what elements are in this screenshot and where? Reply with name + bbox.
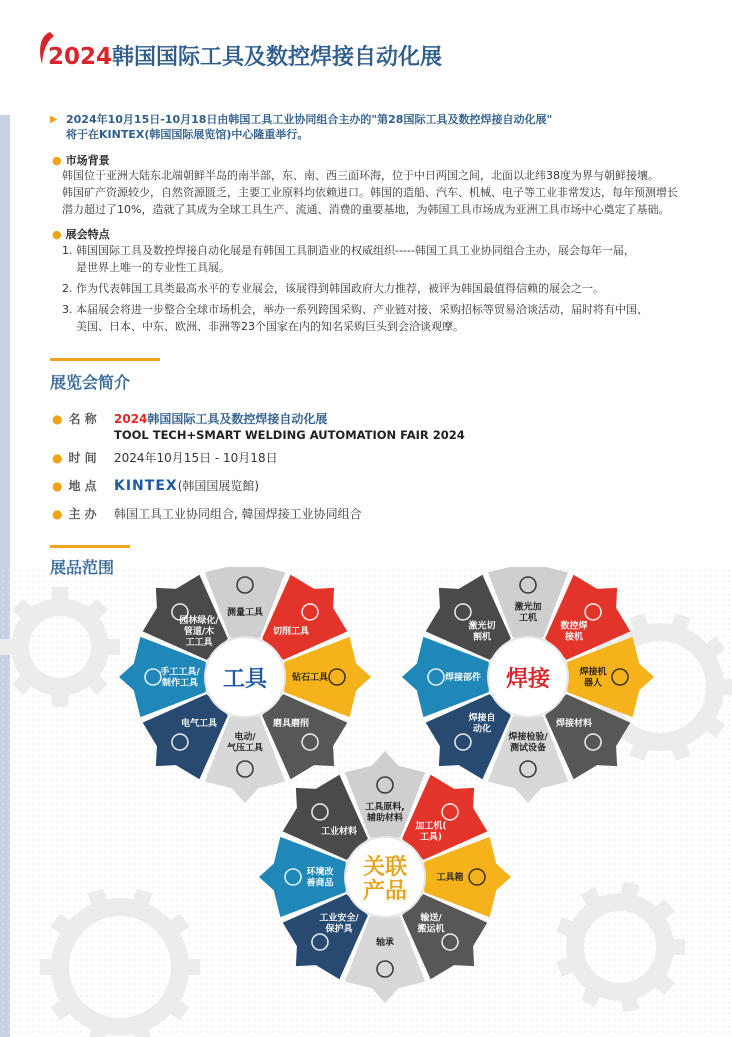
tools-item-label: 切削工具: [272, 627, 309, 638]
welding-item-label: 激光加工机: [514, 602, 542, 624]
related-center-label: 产品: [362, 879, 408, 904]
bullet-icon: ●: [52, 412, 63, 426]
features-heading: ● 展会特点: [52, 228, 110, 241]
name-en: TOOL TECH+SMART WELDING AUTOMATION FAIR 2024: [114, 428, 465, 442]
market-text: [62, 167, 702, 218]
market-line: 韩国位于亚洲大陆东北端朝鲜半岛的南半部，东、南、西三面环海，位于中日两国之间，北面以北纬38度为界与朝鲜接壤。: [62, 169, 659, 182]
venue-value: (韩国国展览館): [177, 479, 260, 493]
bullet-icon: ●: [52, 507, 63, 521]
tools-item-label: 测量工具: [226, 608, 264, 618]
tools-item-label: 电动/气压工具: [226, 732, 264, 754]
tools-item-label: 磨具磨削: [272, 718, 309, 729]
market-line: 潜力超过了10%，造就了其成为全球工具生产、流通、消费的重要基地，为韩国工具市场成为亚洲工具市场中心奠定了基础。: [62, 203, 670, 216]
welding-item-label: 焊接检验/测试设备: [508, 732, 548, 754]
market-heading: ● 市场背景: [52, 154, 110, 167]
name-year: 2024: [114, 412, 148, 426]
intro-line-2: 将于在KINTEX(韩国国际展览馆)中心隆重举行。: [66, 128, 309, 141]
title-text: 韩国国际工具及数控焊接自动化展: [112, 45, 443, 70]
related-center-label: 关联: [362, 855, 408, 880]
welding-item-label: 焊接部件: [444, 673, 482, 683]
page-title: [48, 40, 442, 71]
time-value: 2024年10月15日 - 10月18日: [114, 451, 278, 465]
welding-item-label: 焊接自动化: [468, 713, 496, 735]
related-gear: [259, 751, 511, 1003]
tools-item-label: 园林绿化/管道/木工工具: [179, 616, 219, 649]
features-text: [62, 242, 702, 335]
bullet-icon: ●: [52, 154, 62, 167]
arrow-icon: ▶: [50, 114, 58, 125]
kintex-logo: KINTEX: [114, 478, 178, 494]
welding-center-label: 焊接: [505, 667, 551, 692]
intro-block: [52, 112, 552, 142]
feature-line: 3. 本届展会将进一步整合全球市场机会，举办一系列跨国采购、产业链对接、采购招标等贸易洽谈活动，届时将有中国、: [62, 303, 648, 316]
tools-item-label: 钻石工具: [291, 673, 329, 683]
related-item-label: 加工机(工具): [415, 821, 447, 843]
related-item-label: 环境改善商品: [306, 867, 334, 889]
bullet-icon: ●: [52, 479, 63, 493]
bullet-icon: ●: [52, 451, 63, 465]
welding-item-label: 数控焊接机: [560, 621, 588, 643]
related-item-label: 工具箱: [436, 873, 464, 883]
products-underline: [50, 545, 130, 548]
title-year: 2024: [48, 44, 113, 70]
product-gears-diagram: [0, 567, 732, 1037]
feature-line: 是世界上唯一的专业性工具展。: [62, 261, 230, 274]
info-time-row: ● 时 间 2024年10月15日 - 10月18日: [52, 451, 278, 465]
overview-heading: 展览会简介: [50, 373, 131, 392]
related-item-label: 工业材料: [321, 827, 358, 838]
related-item-label: 轴承: [375, 938, 395, 948]
related-item-label: 工业安全/保护具: [319, 913, 359, 935]
tools-item-label: 电气工具: [181, 718, 218, 729]
tools-center-label: 工具: [222, 667, 268, 692]
info-host-row: ● 主 办 韩国工具工业协同组合, 韓国焊接工业协同组合: [52, 507, 362, 521]
name-cn: 韩国国际工具及数控焊接自动化展: [147, 412, 328, 426]
welding-item-label: 焊接材料: [555, 718, 592, 729]
bullet-icon: ●: [52, 228, 62, 241]
related-item-label: 工具原料,辅助材料: [365, 802, 405, 824]
overview-underline: [50, 358, 160, 361]
info-venue-row: ● 地 点 KINTEX(韩国国展览館): [52, 478, 260, 494]
tools-item-label: 手工工具/制作工具: [160, 667, 200, 689]
host-value: 韩国工具工业协同组合, 韓国焊接工业协同组合: [114, 507, 362, 521]
intro-line-1: 2024年10月15日-10月18日由韩国工具工业协同组合主办的"第28国际工具及数控焊接自动化展": [66, 113, 553, 126]
welding-item-label: 焊接机器人: [579, 667, 607, 689]
market-line: 韩国矿产资源较少，自然资源匮乏，主要工业原料均依赖进口。韩国的造船、汽车、机械、电子等工业非常发达，每年预测增长: [62, 186, 678, 199]
feature-line: 2. 作为代表韩国工具类最高水平的专业展会，该展得到韩国政府大力推荐，被评为韩国最值得信赖的展会之一。: [62, 282, 604, 295]
feature-line: 美国、日本、中东、欧洲、非洲等23个国家在内的知名采购巨头到会洽谈观摩。: [62, 320, 464, 333]
welding-item-label: 激光切割机: [468, 621, 496, 643]
related-item-label: 输送/搬运机: [417, 913, 445, 935]
info-name-row: ● 名 称 2024韩国国际工具及数控焊接自动化展 TOOL TECH+SMART WELDING AUTOMATION FAIR 2024: [52, 412, 465, 442]
feature-line: 1. 韩国国际工具及数控焊接自动化展是有韩国工具制造业的权威组织-----韩国工具工业协同组合主办，展会每年一届，: [62, 244, 635, 257]
